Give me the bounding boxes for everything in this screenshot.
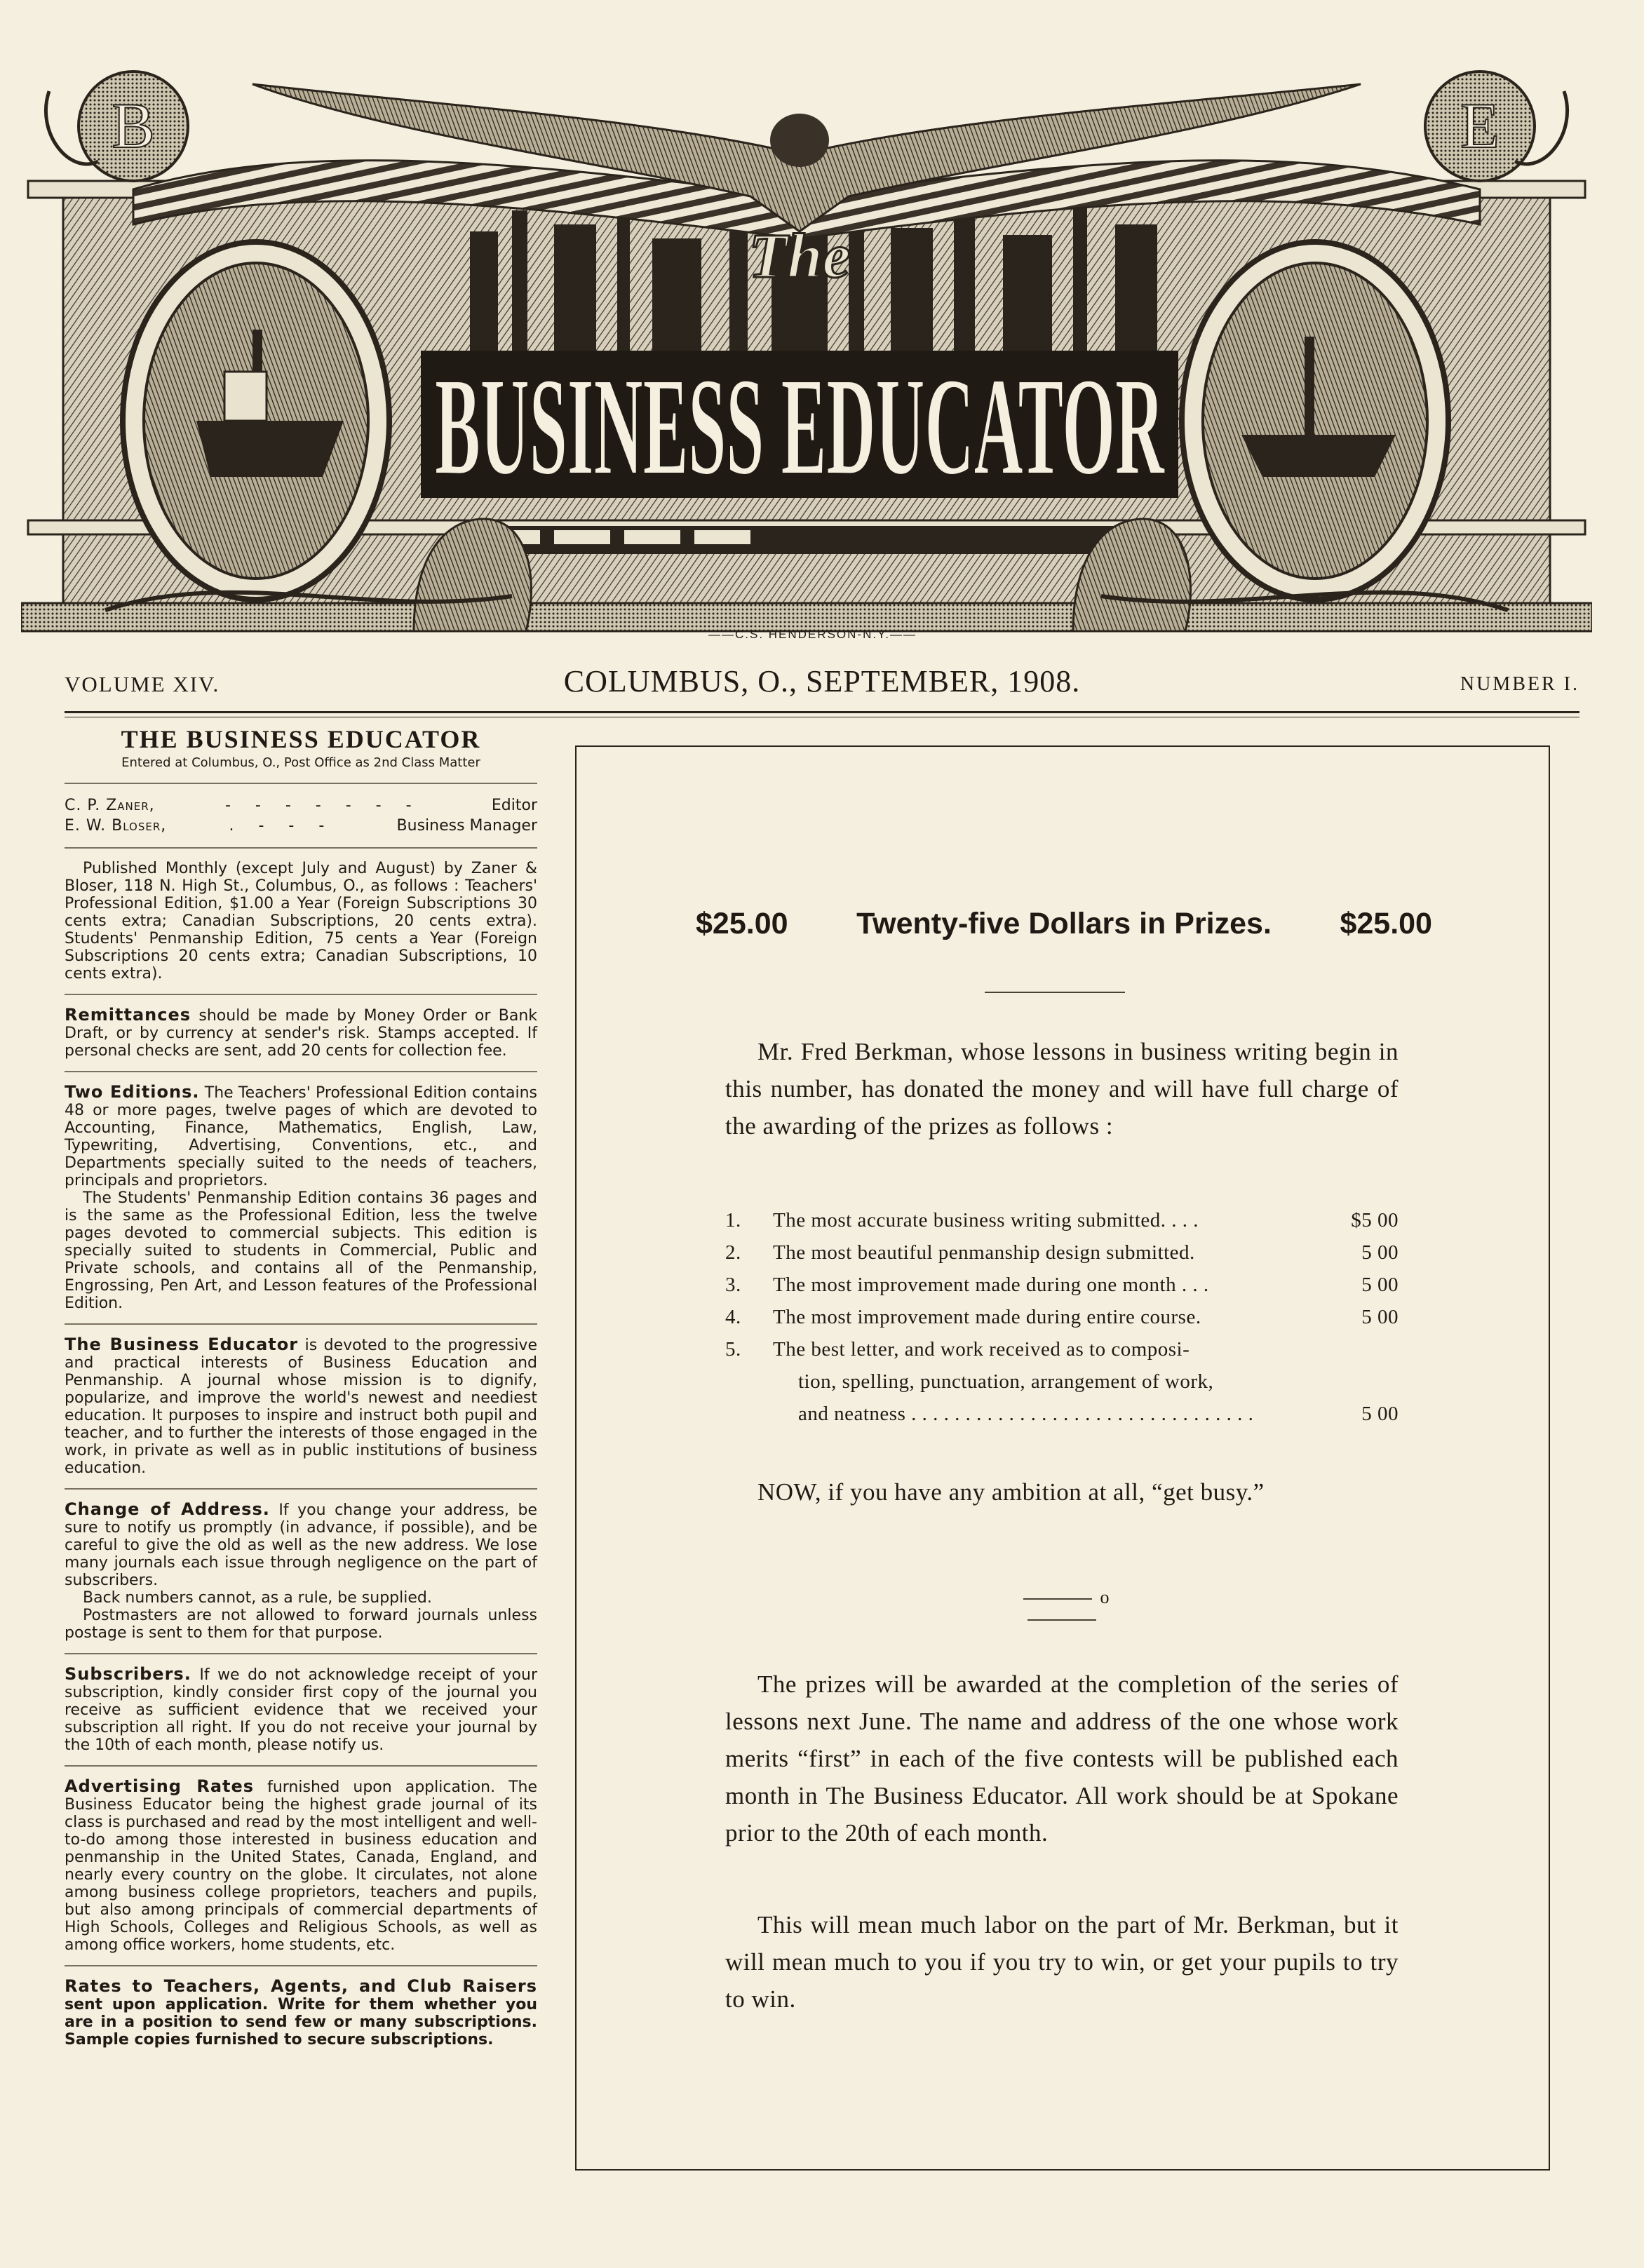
address-notice: Change of Address. If you change your address, be sure to notify us promptly (in advance, if possible), and be careful to give the old as well as the new address. We lose many journals each issue through negligence on the part of subscribers. Back numbers cannot, as a rule, be supplied. Postmasters are not allowed to forward journals unless postage is sent to them for that purpose. [65,1490,537,1654]
sidebar-column [65,724,537,2060]
engraver-credit: ——C.S. HENDERSON-N.Y.—— [708,628,917,641]
editions-notice: Two Editions. The Teachers' Professional Edition contains 48 or more pages, twelve pages of which are devoted to Accounting, Finance, Mathematics, English, Law, Typewriting, Advertising, Conventions, etc., and Departments specially suited to the needs of teachers, principals and proprietors. The Students' Penmanship Edition contains 36 pages and is the same as the Professional Edition, less the twelve pages devoted to commercial subjects. This edition is specially suited to students in Commercial, Public and Private schools, and contains all of the Penmanship, Engrossing, Pen Art, and Lesson features of the Professional Edition. [65,1072,537,1325]
award-paragraph: The prizes will be awarded at the completion of the series of lessons next June. The name and address of the one whose work merits “first” in each of the five contests will be published each month in The Business Educator. All work should be at Spokane prior to the 20th of each month. [725,1670,1399,1847]
prize-heading [696,907,1432,941]
section-divider: o [978,1587,1146,1629]
prize-list [725,1204,1399,1430]
subscribers-notice: Subscribers. If we do not acknowledge receipt of your subscription, kindly consider first copy of the journal you receive as sufficient evidence that we received your subscription all right. If you do not receive your journal by the 10th of each month, please notify us. [65,1654,537,1767]
prize-intro: Mr. Fred Berkman, whose lessons in business writing begin in this number, has donated the money and will have full charge of the awarding of the prizes as follows : [725,1038,1399,1140]
volume-label: VOLUME XIV. [65,672,220,696]
prize-item: 5. The best letter, and work received as to composi- [725,1338,1190,1361]
place-date: COLUMBUS, O., SEPTEMBER, 1908. [563,664,1081,698]
masthead-title: BUSINESS EDUCATOR [435,349,1166,504]
dateline-rule [65,711,1579,713]
prize-item: 3. The most improvement made during one month . . . 5 00 [725,1274,1399,1296]
rates-notice: Rates to Teachers, Agents, and Club Raisers sent upon application. Write for them whether you are in a position to send few or many subscriptions. Sample copies furnished to secure subscriptions. [65,1976,537,2048]
staff-list [65,784,537,849]
entry-notice: Entered at Columbus, O., Post Office as 2nd Class Matter [121,755,480,770]
heading-rule [985,992,1125,993]
prize-announcement-box [575,745,1550,2171]
labor-paragraph: This will mean much labor on the part of Mr. Berkman, but it will mean much to you if you try to win, or get your pupils to try to win. [725,1911,1399,2013]
prize-amount-left: $25.00 [696,907,788,940]
left-seal-letter: B [112,90,155,161]
mission-notice: The Business Educator is devoted to the progressive and practical interests of Business Education and Penmanship. A journal whose mission is to dignify, popularize, and improve the world's newest and neediest education. It purposes to inspire and instruct both pupil and teacher, and to further the interests of those engaged in the work, in private as well as in public institutions of business education. [65,1325,537,1490]
staff-editor: C. P. Zaner, - - - - - - - Editor [65,797,537,814]
prize-item-continued: and neatness . . . . . . . . . . . . . . . . . . . . . . . . . . . . . . . . 5 00 [798,1403,1399,1425]
prize-title: Twenty-five Dollars in Prizes. [856,907,1272,940]
prize-item: 4. The most improvement made during entire course. 5 00 [725,1306,1399,1328]
prize-item: 2. The most beautiful penmanship design submitted. 5 00 [725,1241,1399,1264]
masthead-illustration [21,56,1592,638]
advertising-notice: Advertising Rates furnished upon application. The Business Educator being the highest grade journal of its class is purchased and read by the most intelligent and well-to-do among those interested in business education and penmanship in the United States, Canada, England, and nearly every country on the globe. It circulates, not alone among business college proprietors, teachers and pupils, but also among principals of commercial departments of High Schools, Colleges and Religious Schools, as well as among office workers, home students, etc. [65,1767,537,1966]
remittances-notice: Remittances should be made by Money Order or Bank Draft, or by currency at sender's risk. Stamps accepted. If personal checks are sent, add 20 cents for collection fee. [65,995,537,1072]
right-seal-letter: E [1460,90,1500,161]
sidebar-title: THE BUSINESS EDUCATOR [121,725,481,753]
staff-manager: E. W. Bloser, . - - - Business Manager [65,817,537,835]
call-to-action: NOW, if you have any ambition at all, “get busy.” [757,1478,1265,1506]
publication-notice: Published Monthly (except July and August) by Zaner & Bloser, 118 N. High St., Columbus, O., as follows : Teachers' Professional Edition, $1.00 a Year (Foreign Subscriptions 30 cents extra; Canadian Subscriptions, 20 cents extra). Students' Penmanship Edition, 75 cents a Year (Foreign Subscriptions 20 cents extra; Canadian Subscriptions, 10 cents extra). [65,849,537,995]
prize-item-continued: tion, spelling, punctuation, arrangement of work, [798,1370,1214,1393]
number-label: NUMBER I. [1460,673,1579,695]
dateline [65,663,1579,706]
masthead-the: The [748,222,851,291]
prize-item: 1. The most accurate business writing submitted. . . . $5 00 [725,1209,1399,1231]
prize-amount-right: $25.00 [1340,907,1432,940]
